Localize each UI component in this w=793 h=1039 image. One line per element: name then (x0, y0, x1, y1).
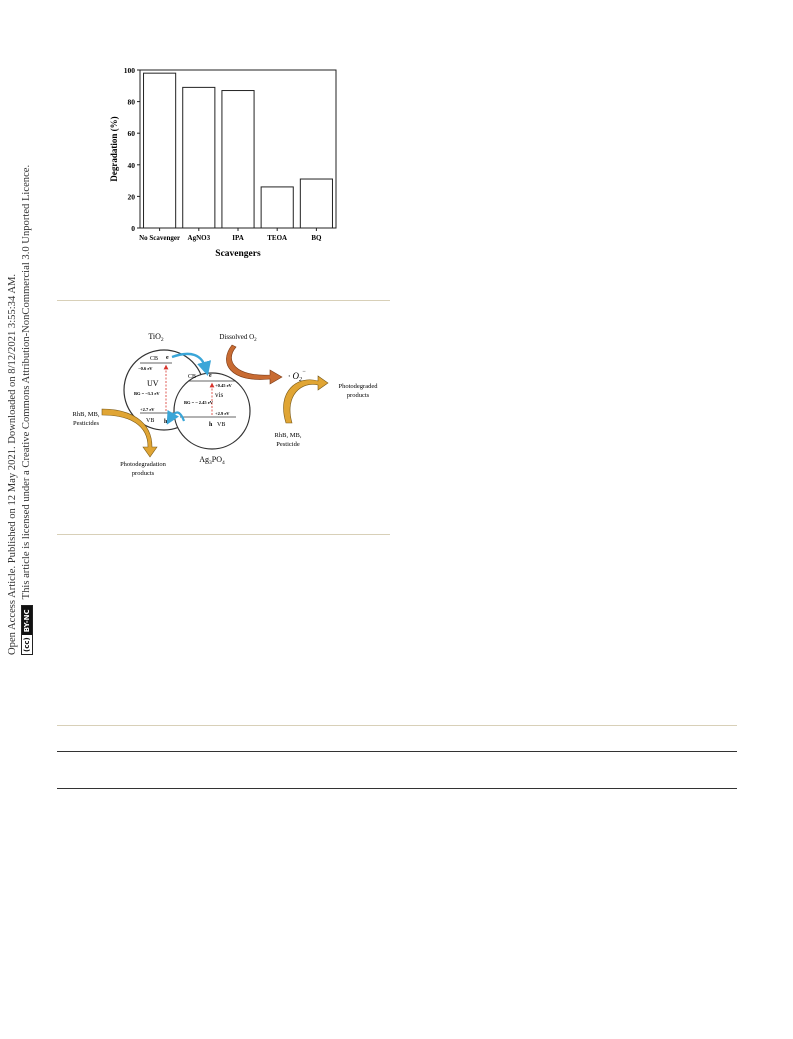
ag-vb-hole: h (209, 422, 213, 428)
y-tick-label: 60 (127, 129, 135, 139)
ag-cb-value: +0.45 eV (215, 383, 232, 388)
x-axis-label: Scavengers (215, 249, 261, 259)
x-tick-label: IPA (232, 234, 244, 242)
table-bottom-rule (57, 788, 737, 789)
ag-cb-label: CB (188, 374, 197, 380)
x-tick-label: AgNO3 (187, 234, 211, 242)
bar-no-scavenger (144, 73, 176, 228)
ag3po4-label: $Ag_3PO_4$ (199, 455, 225, 466)
superoxide-radical: · $O_2^-$ (288, 369, 307, 383)
license-side-note (6, 115, 46, 655)
left-products-line2: products (131, 470, 155, 477)
ag-vb-value: +2.9 eV (215, 411, 230, 416)
cc-license-badge[interactable] (21, 605, 33, 655)
section-divider (57, 725, 737, 726)
right-degradation-arrow (284, 376, 328, 423)
bar-teoa (261, 187, 293, 228)
bar-ipa (222, 91, 254, 228)
bar-bq (300, 179, 332, 228)
chart-bars (144, 73, 333, 228)
tio2-cb-electron: e (166, 355, 169, 361)
by-nc-badge-text: BY-NC (22, 606, 32, 635)
tio2-vb-value: +2.7 eV (140, 407, 155, 412)
right-pollutant-line2: Pesticide (276, 441, 300, 448)
y-tick-label: 40 (127, 160, 135, 170)
y-tick-label: 80 (127, 97, 135, 107)
cc-badge-text: (cc) (22, 637, 31, 652)
y-tick-label: 0 (131, 224, 135, 233)
right-products-line1: Photodegraded (338, 383, 378, 390)
dissolved-o2-label: Dissolved $O_2$ (219, 333, 257, 343)
degradation-bar-chart (100, 60, 350, 265)
tio2-cb-label: CB (150, 356, 159, 362)
right-pollutant-line1: RhB, MB, (274, 432, 302, 439)
figure-divider-2 (57, 534, 390, 535)
x-tick-label: TEOA (267, 234, 288, 242)
table-top-rule (57, 751, 737, 752)
y-tick-label: 100 (123, 66, 135, 75)
tio2-vb-hole: h (164, 419, 168, 425)
tio2-uv-label: UV (147, 379, 159, 388)
tio2-label: TiO$_2$ (148, 332, 164, 343)
y-axis-ticks (124, 66, 140, 233)
figure-divider (57, 300, 390, 301)
x-tick-label: BQ (311, 234, 322, 242)
license-text: This article is licensed under a Creative Commons Attribution-NonCommercial 3.0 Unported Licence. (21, 164, 32, 600)
license-note (20, 115, 34, 655)
photocatalysis-scheme (60, 325, 390, 485)
x-tick-label: No Scavenger (139, 234, 181, 242)
ag-vb-label: VB (217, 422, 226, 428)
tio2-vb-label: VB (146, 418, 155, 424)
bar-agno3 (183, 87, 215, 228)
tio2-bg-label: BG = ~3.3 eV (134, 391, 160, 396)
ag-cb-electron: e (209, 373, 212, 379)
left-pollutant-line2: Pesticides (73, 420, 99, 427)
ag-bg-label: BG = ~ 2.45 eV (184, 400, 214, 405)
right-products-line2: products (346, 392, 370, 399)
x-tick-labels (139, 228, 322, 242)
ag-vis-label: vis (215, 391, 224, 399)
y-tick-label: 20 (127, 192, 135, 202)
o2-reduction-arrow (226, 345, 282, 384)
y-axis-label: Degradation (%) (109, 116, 119, 182)
publication-note: Open Access Article. Published on 12 May 2021. Downloaded on 8/12/2021 3:55:34 AM. (7, 273, 18, 655)
tio2-cb-value: −0.6 eV (138, 366, 153, 371)
left-products-line1: Photodegradation (120, 461, 166, 468)
left-pollutant-line1: RhB, MB, (72, 411, 100, 418)
